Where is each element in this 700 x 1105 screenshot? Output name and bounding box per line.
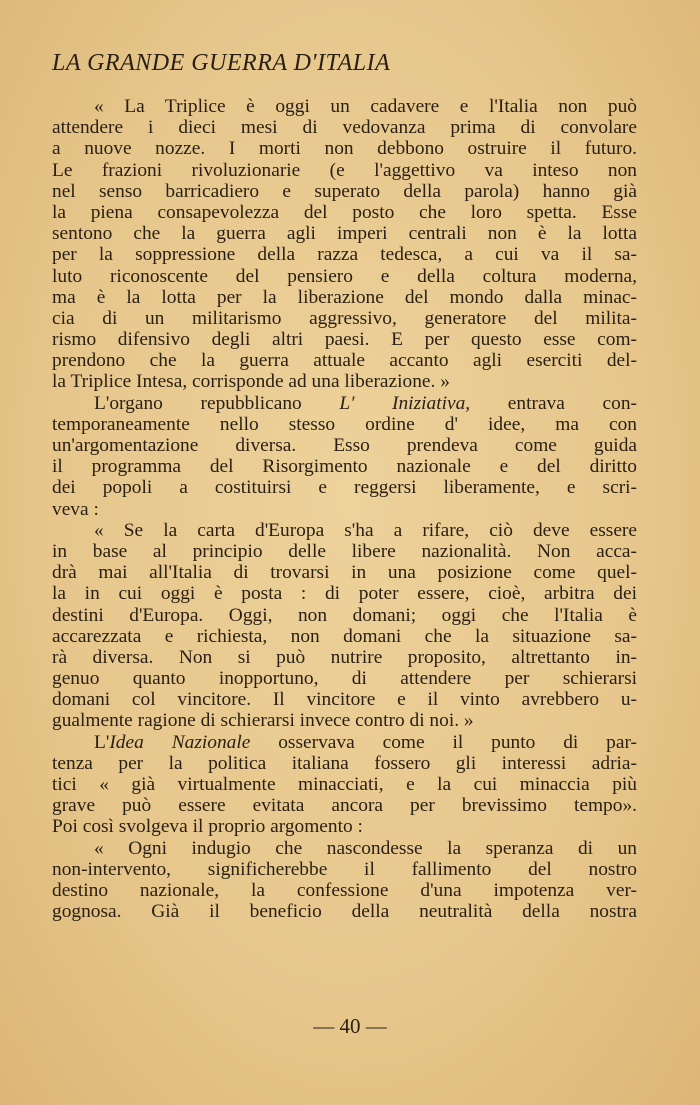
text-line bbox=[52, 689, 637, 710]
text-line bbox=[52, 138, 637, 159]
text-segment: tici « già virtualmente minacciati, e la cui minaccia più bbox=[52, 774, 637, 795]
text-segment: tenza per la politica italiana fossero gli interessi adria- bbox=[52, 752, 637, 774]
text-line bbox=[52, 626, 637, 647]
text-segment: veva : bbox=[52, 498, 99, 520]
text-segment: la piena consapevolezza del posto che loro spetta. Esse bbox=[52, 201, 637, 223]
text-segment: attendere i dieci mesi di vedovanza prima di convolare bbox=[52, 117, 637, 139]
text-segment: L' bbox=[94, 731, 110, 753]
text-segment: il programma del Risorgimento nazionale e del diritto bbox=[52, 456, 637, 478]
italic-title: L' Iniziativa, bbox=[339, 392, 471, 414]
text-line bbox=[52, 562, 637, 583]
text-segment: Poi così svolgeva il proprio argomento : bbox=[52, 816, 363, 838]
text-segment: temporaneamente nello stesso ordine d' idee, ma con bbox=[52, 413, 637, 435]
text-segment: rismo difensivo degli altri paesi. E per questo esse com- bbox=[52, 329, 637, 351]
text-segment: gualmente ragione di schierarsi invece contro di noi. » bbox=[52, 710, 474, 732]
text-line bbox=[52, 393, 637, 414]
text-line bbox=[52, 838, 637, 859]
text-line bbox=[52, 816, 637, 837]
text-line bbox=[52, 371, 637, 392]
text-line bbox=[52, 181, 637, 202]
text-segment: dei popoli a costituirsi e reggersi liberamente, e scri- bbox=[52, 477, 637, 499]
text-line bbox=[52, 668, 637, 689]
text-line bbox=[52, 647, 637, 668]
text-line bbox=[52, 287, 637, 308]
text-segment: la Triplice Intesa, corrisponde ad una liberazione. » bbox=[52, 371, 450, 393]
text-line bbox=[52, 202, 637, 223]
text-line bbox=[52, 117, 637, 138]
text-segment: luto riconoscente del pensiero e della coltura moderna, bbox=[52, 265, 637, 287]
text-segment: accarezzata e richiesta, non domani che la situazione sa- bbox=[52, 625, 637, 647]
text-segment: « La Triplice è oggi un cadavere e l'Italia non può bbox=[94, 96, 637, 117]
text-line bbox=[52, 308, 637, 329]
text-line bbox=[52, 583, 637, 604]
text-line bbox=[52, 96, 637, 117]
text-line bbox=[52, 244, 637, 265]
text-line bbox=[52, 710, 637, 731]
text-line bbox=[52, 350, 637, 371]
text-line bbox=[52, 435, 637, 456]
text-line bbox=[52, 605, 637, 626]
text-line bbox=[52, 223, 637, 244]
text-segment: grave può essere evitata ancora per brevissimo tempo». bbox=[52, 795, 637, 817]
text-segment: un'argomentazione diversa. Esso prendeva come guida bbox=[52, 435, 637, 456]
text-line bbox=[52, 266, 637, 287]
text-segment: domani col vincitore. Il vincitore e il vinto avrebbero u- bbox=[52, 689, 637, 711]
page-number: — 40 — bbox=[313, 1014, 387, 1038]
text-segment: per la soppressione della razza tedesca, a cui va il sa- bbox=[52, 244, 637, 266]
italic-title: Idea Nazionale bbox=[109, 731, 251, 753]
text-line bbox=[52, 160, 637, 181]
text-line bbox=[52, 901, 637, 922]
text-segment: sentono che la guerra agli imperi centrali non è la lotta bbox=[52, 223, 637, 245]
text-line bbox=[52, 880, 637, 901]
text-segment: entrava con- bbox=[470, 392, 637, 414]
text-segment: la in cui oggi è posta : di poter essere, cioè, arbitra dei bbox=[52, 583, 637, 605]
body-text bbox=[52, 96, 637, 922]
text-segment: prendono che la guerra attuale accanto agli eserciti del- bbox=[52, 350, 637, 372]
text-segment: destino nazionale, la confessione d'una impotenza ver- bbox=[52, 879, 637, 901]
text-segment: « Se la carta d'Europa s'ha a rifare, ciò deve essere bbox=[94, 519, 637, 541]
text-segment: Le frazioni rivoluzionarie (e l'aggettivo va inteso non bbox=[52, 159, 637, 181]
text-line bbox=[52, 795, 637, 816]
running-head: LA GRANDE GUERRA D'ITALIA bbox=[52, 50, 391, 76]
text-line bbox=[52, 753, 637, 774]
text-segment: gognosa. Già il beneficio della neutralità della nostra bbox=[52, 901, 637, 923]
text-segment: non-intervento, significherebbe il fallimento del nostro bbox=[52, 858, 637, 880]
text-segment: « Ogni indugio che nascondesse la speranza di un bbox=[94, 837, 637, 859]
text-line bbox=[52, 456, 637, 477]
text-line bbox=[52, 499, 637, 520]
text-segment: ma è la lotta per la liberazione del mondo dalla minac- bbox=[52, 286, 637, 308]
text-line bbox=[52, 732, 637, 753]
text-segment: genuo quanto inopportuno, di attendere per schierarsi bbox=[52, 668, 637, 690]
text-segment: nel senso barricadiero e superato della parola) hanno già bbox=[52, 180, 637, 202]
text-line bbox=[52, 859, 637, 880]
text-segment: L'organo repubblicano bbox=[94, 392, 340, 414]
text-segment: osservava come il punto di par- bbox=[250, 731, 637, 753]
text-segment: drà mai all'Italia di trovarsi in una posizione come quel- bbox=[52, 562, 637, 584]
text-line bbox=[52, 520, 637, 541]
text-segment: a nuove nozze. I morti non debbono ostruire il futuro. bbox=[52, 138, 637, 160]
text-line bbox=[52, 477, 637, 498]
text-line bbox=[52, 329, 637, 350]
text-line bbox=[52, 414, 637, 435]
text-segment: destini d'Europa. Oggi, non domani; oggi che l'Italia è bbox=[52, 604, 637, 626]
text-line bbox=[52, 541, 637, 562]
text-segment: cia di un militarismo aggressivo, generatore del milita- bbox=[52, 307, 637, 329]
text-line bbox=[52, 774, 637, 795]
text-segment: rà diversa. Non si può nutrire proposito, altrettanto in- bbox=[52, 646, 637, 668]
text-segment: in base al principio delle libere nazionalità. Non acca- bbox=[52, 540, 637, 562]
